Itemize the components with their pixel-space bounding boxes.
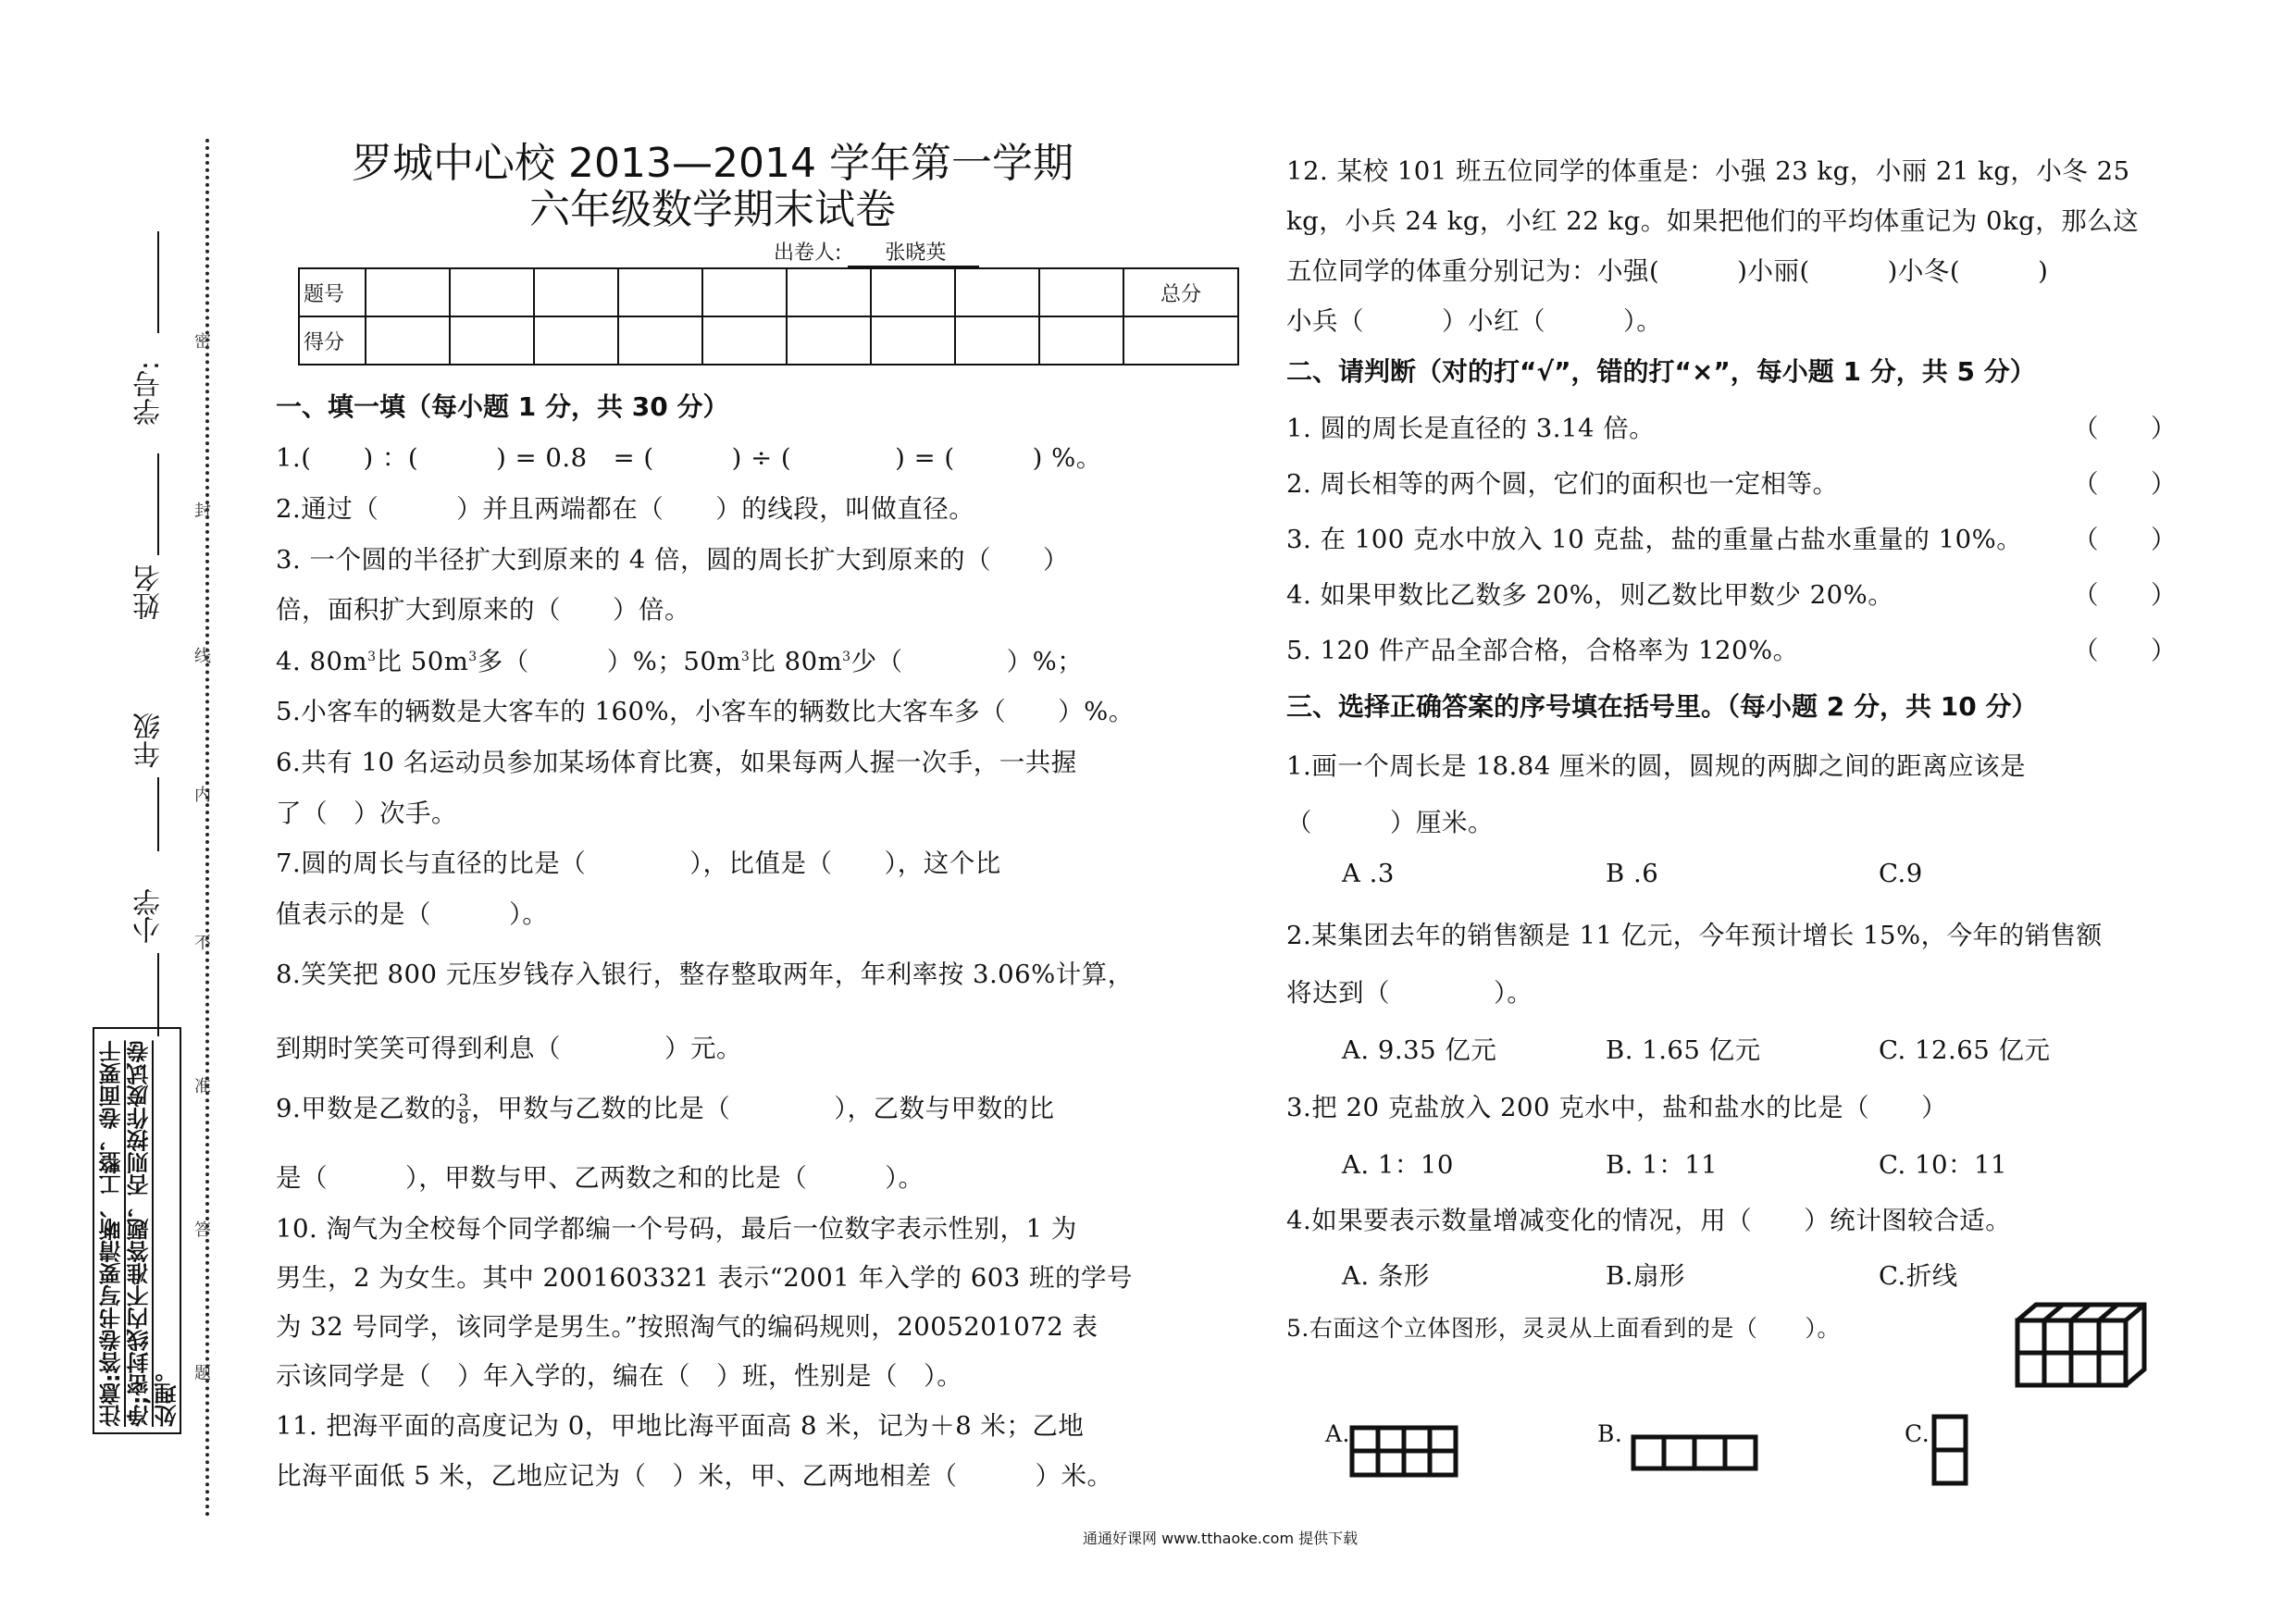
choice-4-option-a: A. 条形 xyxy=(1342,1261,1430,1291)
judge-4: 4. 如果甲数比乙数多 20%，则乙数比甲数少 20%。 xyxy=(1286,580,1894,610)
school-line xyxy=(157,953,159,1036)
seal-char: 封 xyxy=(194,502,211,521)
choice-1-option-b: B .6 xyxy=(1606,859,1659,888)
question-6-line1: 6.共有 10 名运动员参加某场体育比赛，如果每两人握一次手，一共握 xyxy=(276,748,1077,777)
fraction-3-8: $\frac{3}{8}$ xyxy=(458,1091,470,1128)
student-no-label: 学号: xyxy=(133,361,166,427)
choice-4-option-b: B.扇形 xyxy=(1606,1261,1685,1291)
author-line xyxy=(774,237,979,267)
score-cell[interactable] xyxy=(618,268,702,316)
section2-heading: 二、请判断（对的打“√”，错的打“×”，每小题 1 分，共 5 分） xyxy=(1286,356,2036,387)
choice-5-option-a-label: A. xyxy=(1325,1420,1351,1447)
judge-1-paren[interactable]: （ ） xyxy=(2073,414,2177,443)
grade-label: 年级 xyxy=(133,712,166,768)
author-label: 出卷人: xyxy=(774,242,842,265)
choice-2-line2: 将达到（ ）。 xyxy=(1286,978,1533,1008)
score-cell[interactable] xyxy=(450,316,534,365)
score-cell[interactable] xyxy=(1039,316,1123,365)
score-table xyxy=(298,267,1239,365)
question-12-line3: 五位同学的体重分别记为：小强( )小丽( )小冬( ) xyxy=(1286,256,2049,286)
question-10-line2: 男生，2 为女生。其中 2001603321 表示“2001 年入学的 603 班的学号 xyxy=(276,1263,1133,1293)
seal-char: 答 xyxy=(194,1220,211,1240)
score-cell[interactable] xyxy=(702,268,787,316)
score-cell[interactable] xyxy=(366,316,450,365)
question-12-line1: 12. 某校 101 班五位同学的体重是：小强 23 kg，小丽 21 kg，小冬 25 xyxy=(1286,156,2130,186)
question-4: 4. $80m^3$比 $50m^3$多（ ）%；$50m^3$比 $80m^3$少（ ）%； xyxy=(276,647,1084,676)
choice-3-option-c: C. 10：11 xyxy=(1879,1150,2008,1180)
seal-char: 题 xyxy=(194,1364,211,1383)
score-cell[interactable] xyxy=(450,268,534,316)
seal-char: 准 xyxy=(194,1077,211,1096)
choice-2-option-b: B. 1.65 亿元 xyxy=(1606,1035,1761,1065)
judge-5-paren[interactable]: （ ） xyxy=(2073,636,2177,665)
judge-2: 2. 周长相等的两个圆，它们的面积也一定相等。 xyxy=(1286,469,1839,499)
name-line xyxy=(157,453,159,555)
name-label: 姓名 xyxy=(133,564,166,620)
question-6-line2: 了（ ）次手。 xyxy=(276,799,457,828)
author-name: 张晓英 xyxy=(848,237,979,267)
choice-3-option-b: B. 1：11 xyxy=(1606,1150,1719,1180)
question-2: 2.通过（ ）并且两端都在（ ）的线段，叫做直径。 xyxy=(276,494,975,524)
question-11-line1: 11. 把海平面的高度记为 0，甲地比海平面高 8 米，记为＋8 米；乙地 xyxy=(276,1411,1085,1441)
judge-4-paren[interactable]: （ ） xyxy=(2073,580,2177,610)
solid-figure xyxy=(2013,1300,2152,1393)
choice-5-option-c-figure xyxy=(1931,1414,1970,1488)
question-9-line1: 9.甲数是乙数的 $\frac{3}{8}$ ，甲数与乙数的比是（ ），乙数与甲数的比 xyxy=(276,1091,1055,1128)
seal-char: 密 xyxy=(194,332,211,352)
choice-2-option-c: C. 12.65 亿元 xyxy=(1879,1035,2051,1065)
question-1: 1.( ) ：( ) = 0.8 = ( ) ÷ ( ) = ( ) %。 xyxy=(276,443,1102,473)
choice-5-option-a-figure xyxy=(1349,1425,1460,1479)
choice-4: 4.如果要表示数量增减变化的情况，用（ ）统计图较合适。 xyxy=(1286,1206,2012,1235)
judge-2-paren[interactable]: （ ） xyxy=(2073,469,2177,499)
choice-1-line1: 1.画一个周长是 18.84 厘米的圆，圆规的两脚之间的距离应该是 xyxy=(1286,751,2026,781)
question-7-line1: 7.圆的周长与直径的比是（ ），比值是（ ），这个比 xyxy=(276,849,1001,878)
exam-title-line2: 六年级数学期末试卷 xyxy=(529,186,896,233)
score-cell[interactable] xyxy=(1039,268,1123,316)
question-7-line2: 值表示的是（ ）。 xyxy=(276,899,549,929)
choice-1-option-a: A .3 xyxy=(1342,859,1395,888)
section1-heading: 一、填一填（每小题 1 分，共 30 分） xyxy=(276,391,729,422)
choice-2-option-a: A. 9.35 亿元 xyxy=(1342,1035,1497,1065)
score-cell[interactable] xyxy=(787,316,871,365)
question-5: 5.小客车的辆数是大客车的 160%，小客车的辆数比大客车多（ ）%。 xyxy=(276,697,1135,726)
choice-5-option-b-label: B. xyxy=(1597,1420,1623,1447)
question-12-line2: kg，小兵 24 kg，小红 22 kg。如果把他们的平均体重记为 0kg，那么这 xyxy=(1286,206,2140,236)
question-3-line1: 3. 一个圆的半径扩大到原来的 4 倍，圆的周长扩大到原来的（ ） xyxy=(276,545,1069,575)
score-cell[interactable] xyxy=(787,268,871,316)
choice-3: 3.把 20 克盐放入 200 克水中，盐和盐水的比是（ ） xyxy=(1286,1093,1948,1122)
judge-5: 5. 120 件产品全部合格，合格率为 120%。 xyxy=(1286,636,1799,665)
score-cell[interactable] xyxy=(534,268,618,316)
seal-char: 内 xyxy=(194,786,211,805)
choice-5-option-b-figure xyxy=(1631,1434,1760,1473)
exam-title-line1: 罗城中心校 2013—2014 学年第一学期 xyxy=(352,140,1074,187)
score-cell[interactable] xyxy=(871,268,955,316)
question-10-line3: 为 32 号同学，该同学是男生。”按照淘气的编码规则，2005201072 表 xyxy=(276,1312,1098,1342)
choice-5-option-c-label: C. xyxy=(1905,1420,1930,1447)
student-no-line xyxy=(157,231,159,333)
score-cell[interactable] xyxy=(702,316,787,365)
question-3-line2: 倍，面积扩大到原来的（ ）倍。 xyxy=(276,595,690,625)
grade-line xyxy=(157,777,159,851)
score-cell-total[interactable] xyxy=(1123,316,1238,365)
score-table-row2-label: 得分 xyxy=(299,316,366,365)
choice-5: 5.右面这个立体图形，灵灵从上面看到的是（ ）。 xyxy=(1286,1315,1841,1342)
score-cell[interactable] xyxy=(366,268,450,316)
notice-box: 注意:答卷书写要清晰、工整，卷面要干净;密封线内不准答题，否则按作废试卷处理。 xyxy=(93,1027,181,1434)
question-8-line2: 到期时笑笑可得到利息（ ）元。 xyxy=(276,1034,742,1063)
score-table-total-label: 总分 xyxy=(1123,268,1238,316)
school-label: 小学 xyxy=(133,888,166,944)
choice-2-line1: 2.某集团去年的销售额是 11 亿元，今年预计增长 15%，今年的销售额 xyxy=(1286,921,2103,950)
question-9-line2: 是（ ），甲数与甲、乙两数之和的比是（ ）。 xyxy=(276,1163,925,1193)
section3-heading: 三、选择正确答案的序号填在括号里。（每小题 2 分，共 10 分） xyxy=(1286,691,2038,722)
seal-char: 不 xyxy=(194,934,211,953)
score-cell[interactable] xyxy=(618,316,702,365)
score-cell[interactable] xyxy=(955,316,1039,365)
question-10-line4: 示该同学是（ ）年入学的，编在（ ）班，性别是（ ）。 xyxy=(276,1361,963,1391)
question-8-line1: 8.笑笑把 800 元压岁钱存入银行，整存整取两年，年利率按 3.06%计算， xyxy=(276,960,1134,989)
score-cell[interactable] xyxy=(534,316,618,365)
judge-3-paren[interactable]: （ ） xyxy=(2073,525,2177,554)
question-10-line1: 10. 淘气为全校每个同学都编一个号码，最后一位数字表示性别，1 为 xyxy=(276,1214,1077,1244)
seal-char: 线 xyxy=(194,647,211,666)
score-cell[interactable] xyxy=(871,316,955,365)
judge-3: 3. 在 100 克水中放入 10 克盐，盐的重量占盐水重量的 10%。 xyxy=(1286,525,2023,554)
footer-source: 通通好课网 www.tthaoke.com 提供下载 xyxy=(1083,1530,1359,1547)
question-11-line2: 比海平面低 5 米，乙地应记为（ ）米，甲、乙两地相差（ ）米。 xyxy=(276,1461,1113,1491)
choice-1-line2: （ ）厘米。 xyxy=(1286,808,1494,837)
choice-1-option-c: C.9 xyxy=(1879,859,1923,888)
choice-4-option-c: C.折线 xyxy=(1879,1261,1958,1291)
score-cell[interactable] xyxy=(955,268,1039,316)
question-12-line4: 小兵（ ）小红（ ）。 xyxy=(1286,306,1663,336)
score-table-row1-label: 题号 xyxy=(299,268,366,316)
choice-3-option-a: A. 1：10 xyxy=(1342,1150,1454,1180)
judge-1: 1. 圆的周长是直径的 3.14 倍。 xyxy=(1286,414,1656,443)
